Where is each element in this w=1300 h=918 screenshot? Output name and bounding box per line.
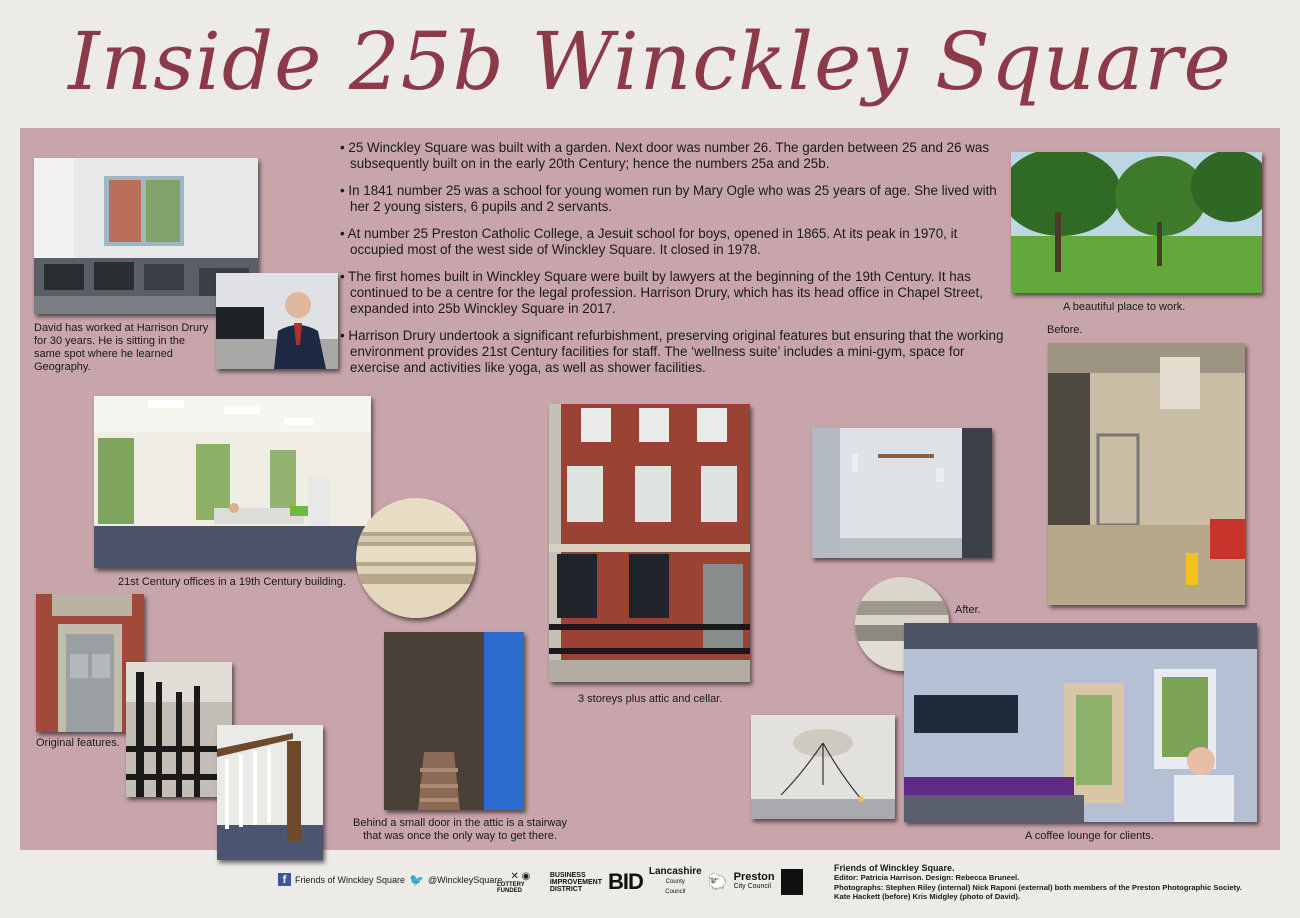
sponsor-logos (497, 866, 803, 898)
credit-photographers: Kate Hackett (before) Kris Midgley (photo of David). (834, 891, 1021, 901)
bid-line-3: DISTRICT (549, 885, 583, 893)
coffee-lounge-photo (904, 623, 1257, 822)
preston-lamb-icon: 🐑 (707, 874, 728, 891)
lancashire-sub-label: County Council (665, 879, 686, 895)
ceiling-rose-photo (751, 715, 895, 819)
preston-logo (734, 872, 775, 892)
bid-line-2: IMPROVEMENT (549, 878, 602, 886)
poster-title: Inside 25b Winckley Square (68, 15, 1232, 108)
lottery-label: LOTTERY FUNDED (497, 881, 525, 894)
offices-caption: 21st Century offices in a 19th Century building. (118, 576, 346, 588)
lottery-cross-icon: ✕ ◉ (510, 870, 531, 882)
before-caption: Before. (1047, 324, 1083, 336)
david-portrait-photo (216, 273, 338, 369)
twitter-link[interactable]: @WinckleySquare (428, 874, 503, 885)
attic-caption: Behind a small door in the attic is a stairway that was once the only way to get there. (353, 817, 567, 842)
social-links (278, 873, 502, 886)
attic-stairway-photo (384, 632, 524, 810)
david-caption: David has worked at Harrison Drury for 30 years. He is sitting in the same spot where he learned Geography. (34, 322, 209, 373)
building-exterior-photo (549, 404, 750, 682)
before-refurbishment-photo (1048, 343, 1245, 605)
facebook-icon: f (278, 873, 291, 886)
credit-editor: Editor: Patricia Harrison. Design: Rebecca Bruneel. (834, 873, 1020, 883)
bid-text-logo (550, 872, 602, 893)
credit-photographs: Photographs: Stephen Riley (internal) Nick Raponi (external) both members of the Preston Photographic Society. (834, 882, 1242, 892)
bullet-item: • At number 25 Preston Catholic College, a Jesuit school for boys, opened in 1865. At its peak in 1970, it occupied most of the west side of Winckley Square. It closed in 1978. (340, 226, 1010, 258)
lancashire-logo (649, 867, 702, 897)
bullet-item: • The first homes built in Winckley Square were built by lawyers at the beginning of the 19th Century. It has continued to be a centre for the legal profession. Harrison Drury, which has its head office in Chapel Street, expanded into 25b Winckley Square in 2017. (340, 269, 1010, 317)
modern-office-photo (94, 396, 371, 568)
park-photo (1011, 152, 1262, 293)
credit-organisation: Friends of Winckley Square. (834, 863, 955, 873)
twitter-icon: 🐦 (409, 872, 424, 887)
lancashire-label: Lancashire (648, 866, 702, 877)
facebook-link[interactable]: Friends of Winckley Square (295, 874, 406, 885)
lounge-caption: A coffee lounge for clients. (1025, 830, 1154, 842)
credits-block (834, 864, 1274, 901)
after-caption: After. (955, 604, 981, 616)
preston-sub-label: City Council (733, 883, 771, 890)
original-caption: Original features. (36, 737, 120, 749)
bullet-list (340, 140, 1010, 387)
beautiful-caption: A beautiful place to work. (1063, 301, 1186, 313)
lottery-logo (497, 871, 544, 894)
preston-label: Preston (733, 871, 775, 883)
bullet-item: • 25 Winckley Square was built with a garden. Next door was number 26. The garden between 25 and 26 was subsequently built on in the early 20th Century; hence the numbers 25a and 25b. (340, 140, 1010, 172)
cornice-detail-photo (356, 498, 476, 618)
shower-photo (812, 428, 992, 558)
bid-logo: BID (607, 869, 643, 894)
storeys-caption: 3 storeys plus attic and cellar. (578, 693, 723, 705)
bid-line-1: BUSINESS (549, 871, 586, 879)
staircase-photo (217, 725, 323, 860)
bullet-item: • In 1841 number 25 was a school for young women run by Mary Ogle who was 25 years of age. She lived with her 2 young sisters, 6 pupils and 2 servants. (340, 183, 1010, 215)
heritage-badge-icon (781, 869, 803, 895)
bullet-item: • Harrison Drury undertook a significant refurbishment, preserving original features but ensuring that the working environment provides 21st Century facilities for staff. The ‘wellness suite’ includes a mini-gym, space for exercise and activities like yoga, as well as shower facilities. (340, 328, 1010, 376)
